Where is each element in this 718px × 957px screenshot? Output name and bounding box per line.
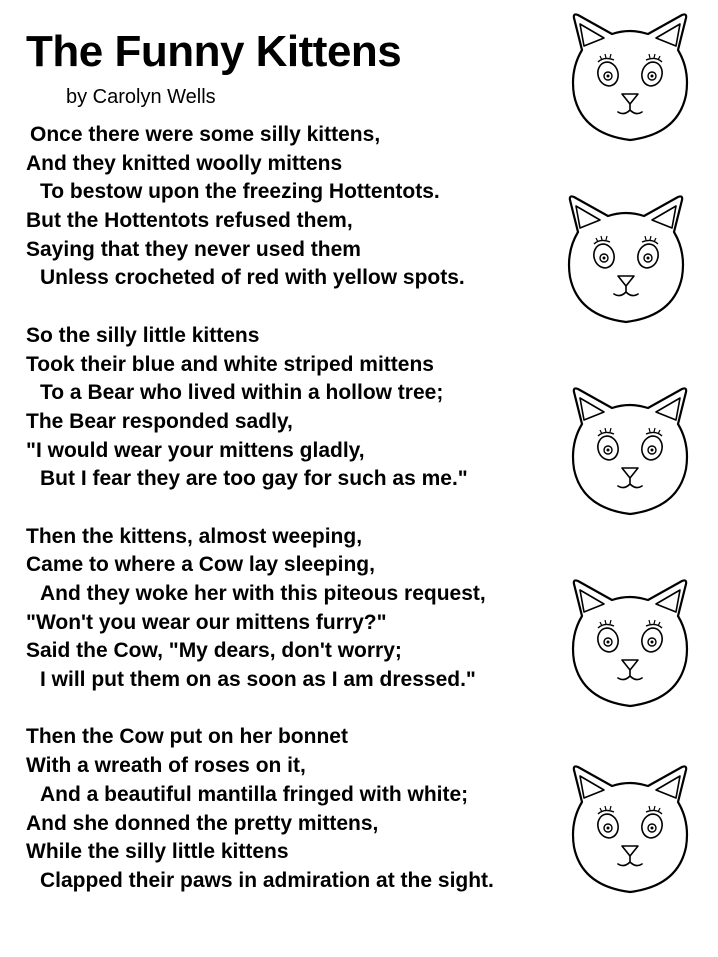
poem-line: I will put them on as soon as I am dressed." — [40, 668, 476, 692]
poem-line: So the silly little kittens — [26, 323, 260, 347]
poem-author: by Carolyn Wells — [66, 86, 216, 108]
poem-line: Saying that they never used them — [26, 237, 361, 261]
poem-line: "Won't you wear our mittens furry?" — [26, 610, 387, 634]
poem-line: Took their blue and white striped mittens — [26, 352, 434, 376]
poem-line: And she donned the pretty mittens, — [26, 811, 379, 835]
poem-line: Then the Cow put on her bonnet — [26, 725, 348, 749]
kitten-face-icon — [556, 192, 696, 332]
poem-line: But I fear they are too gay for such as me." — [40, 467, 468, 491]
stanza-3 — [26, 523, 566, 695]
poem-line: Unless crocheted of red with yellow spots. — [40, 266, 465, 290]
poem-line: With a wreath of roses on it, — [26, 754, 306, 778]
poem-line: Clapped their paws in admiration at the sight. — [40, 868, 494, 892]
kitten-face-icon — [560, 384, 700, 524]
poem-line: Said the Cow, "My dears, don't worry; — [26, 639, 402, 663]
poem-line: Then the kittens, almost weeping, — [26, 524, 363, 548]
poem-line: But the Hottentots refused them, — [26, 209, 353, 233]
poem-line: "I would wear your mittens gladly, — [26, 438, 365, 462]
poem-line: And they woke her with this piteous request, — [40, 582, 486, 605]
kitten-face-icon — [560, 576, 700, 716]
poem-line: To bestow upon the freezing Hottentots. — [40, 180, 440, 204]
poem-line: And they knitted woolly mittens — [26, 151, 343, 175]
poem-body — [26, 121, 566, 896]
poem-line: While the silly little kittens — [26, 840, 289, 864]
stanza-2 — [26, 322, 566, 494]
kitten-face-icon — [560, 762, 700, 902]
stanza-1 — [26, 121, 566, 293]
poem-line: To a Bear who lived within a hollow tree; — [40, 381, 444, 405]
poem-line: Came to where a Cow lay sleeping, — [26, 553, 375, 577]
poem-line: The Bear responded sadly, — [26, 409, 293, 433]
poem-line: Once there were some silly kittens, — [30, 123, 381, 146]
stanza-4 — [26, 723, 566, 895]
kitten-face-icon — [560, 10, 700, 150]
poem-title: The Funny Kittens — [26, 27, 402, 76]
poem-line: And a beautiful mantilla fringed with white; — [40, 782, 469, 806]
